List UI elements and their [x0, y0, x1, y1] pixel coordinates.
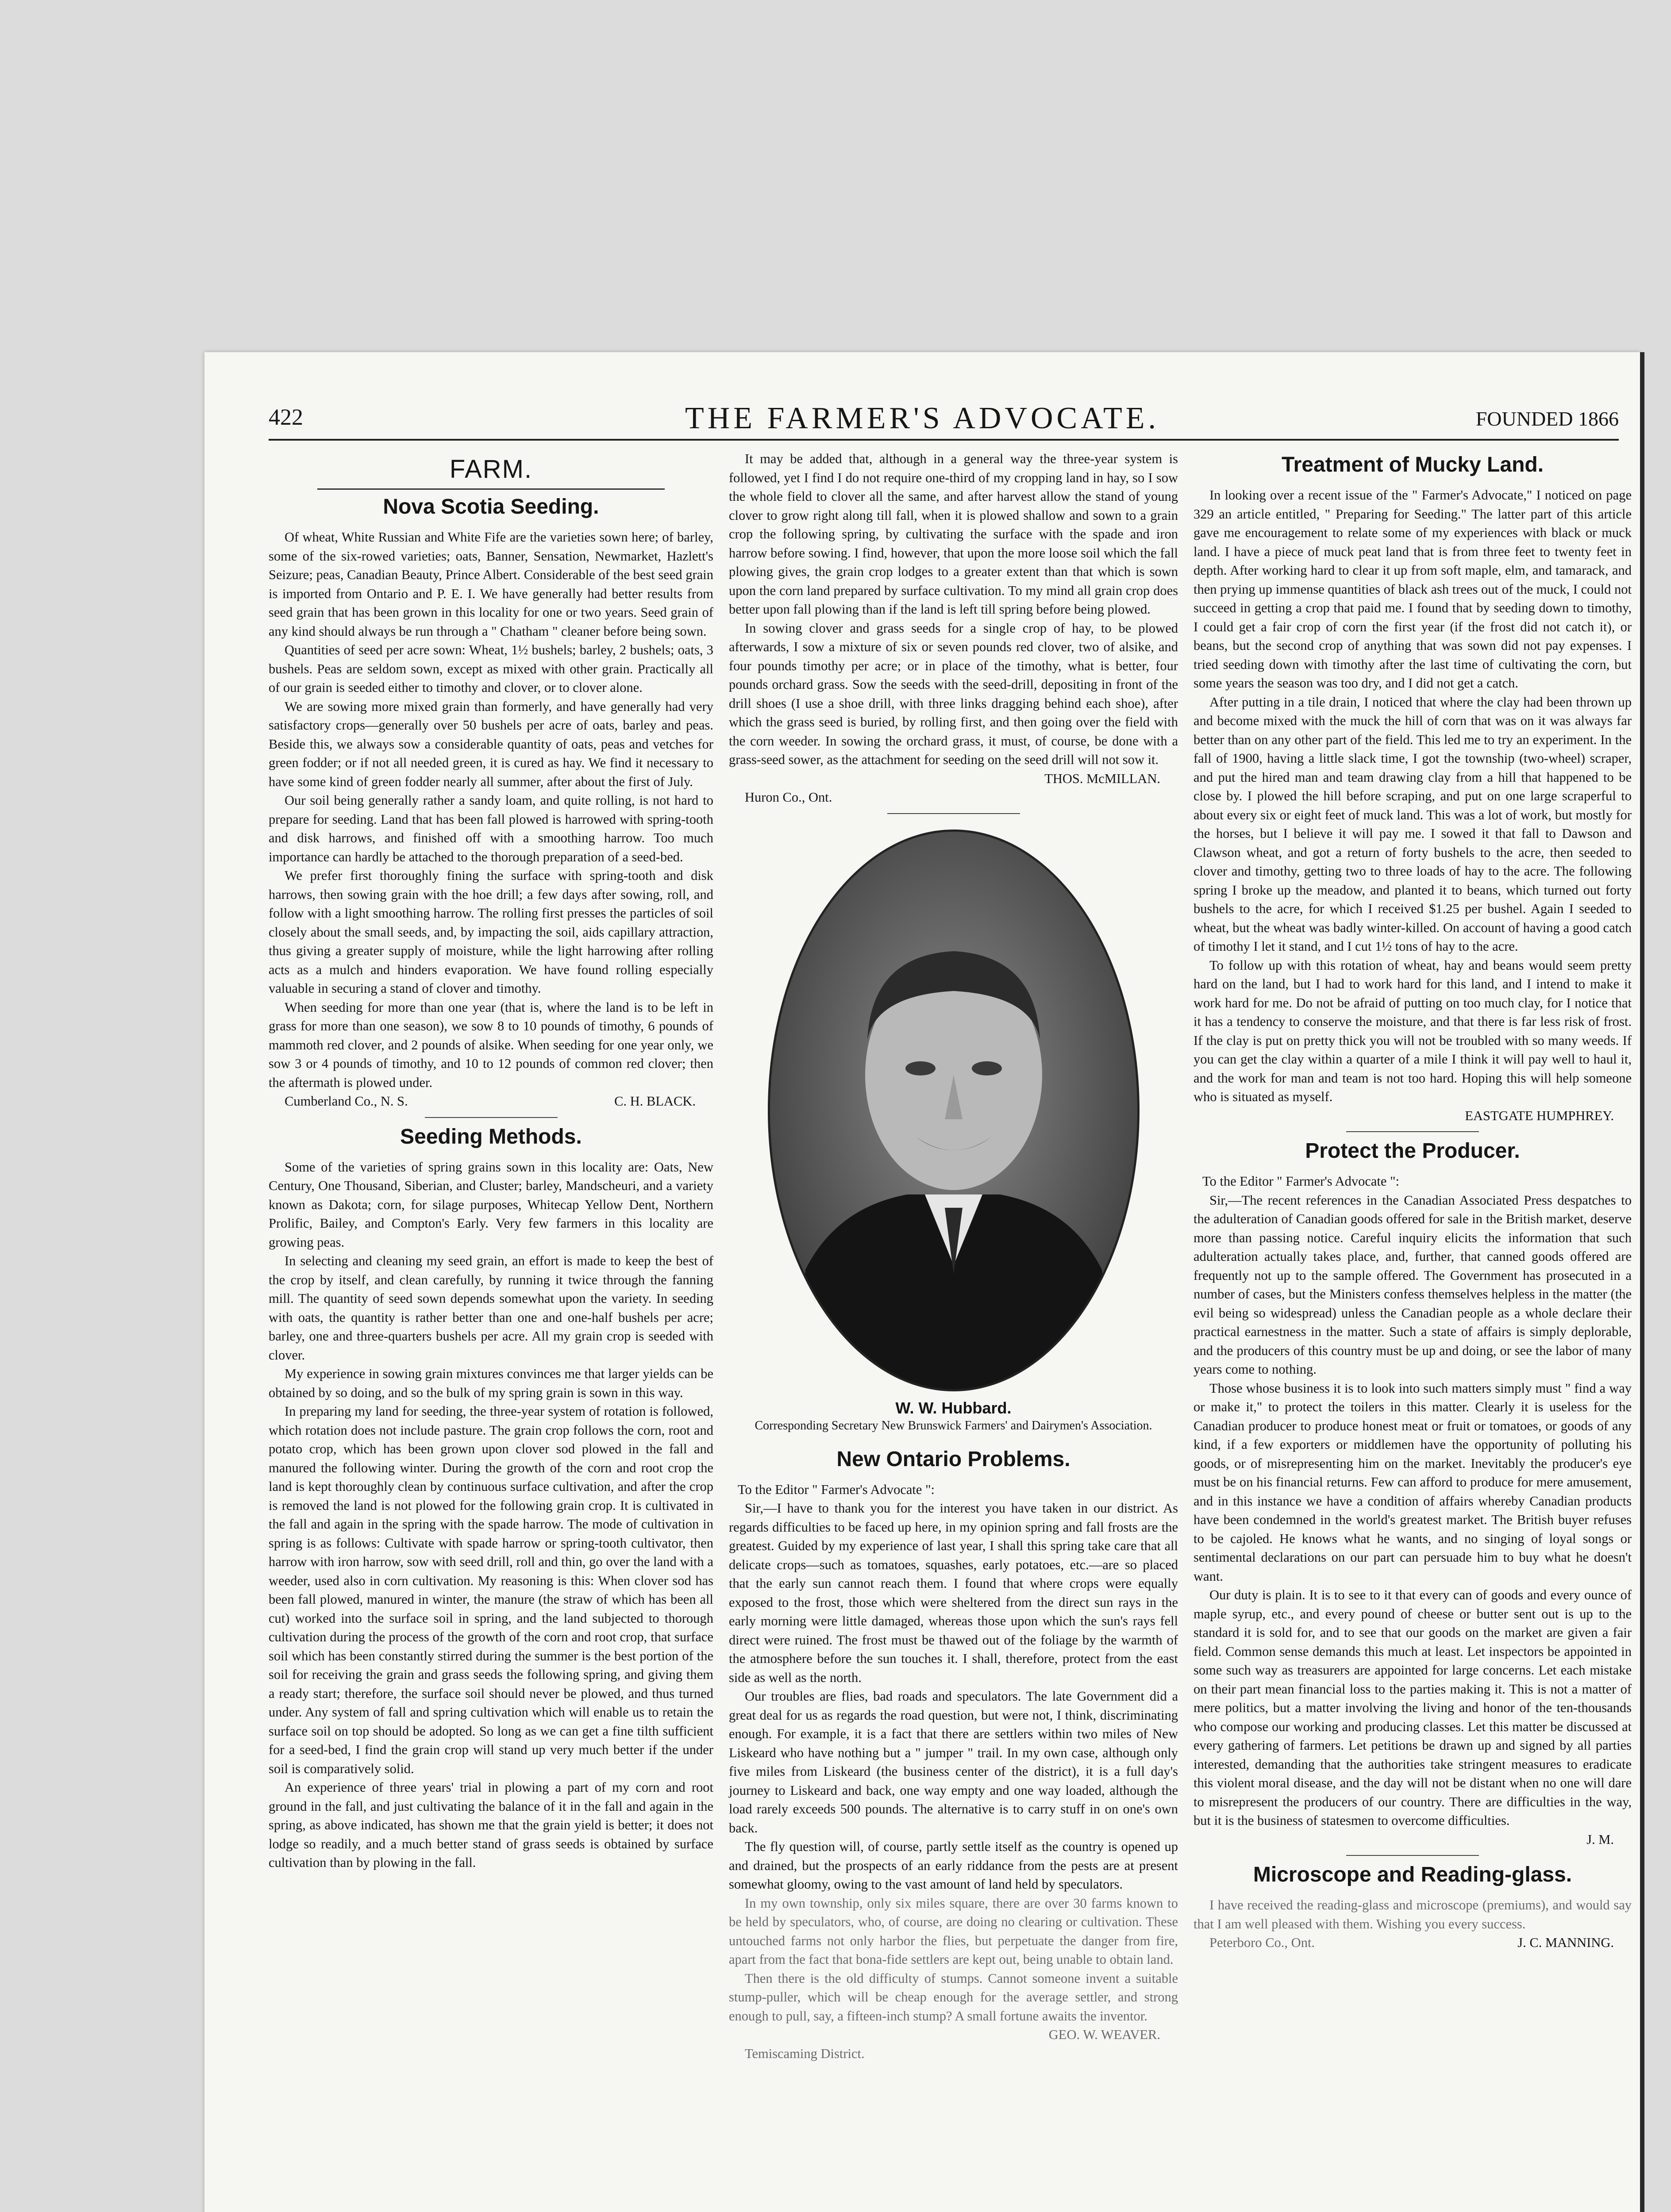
newspaper-page	[204, 352, 1640, 2212]
column-1	[269, 449, 713, 1872]
divider	[1346, 1131, 1479, 1132]
divider	[425, 1117, 558, 1118]
paragraph: Some of the varieties of spring grains sown in this locality are: Oats, New Century, One Thousand, Siberian, and Cluster; barley, Mandscheuri, and a variety known as Dakota; corn, for silage purposes, Whitecap Yellow Dent, Northern Prolific, Bailey, and Compton's Early. Very few farmers in this locality are growing peas.	[269, 1159, 713, 1250]
portrait-caption: Corresponding Secretary New Brunswick Farmers' and Dairymen's Association.	[755, 1418, 1152, 1432]
paragraph: Of wheat, White Russian and White Fife are the varieties sown here; of barley, some of the six-rowed varieties; oats, Banner, Sensation, Newmarket, Hazlett's Seizure; peas, Canadian Beauty, Prince Albert. Considerable of the best seed grain is imported from Ontario and P. E. I. We have generally had better results from seed grain that has been grown in this locality for one or two years. Seed grain of any kind should always be run through a " Chatham " cleaner before being sown.	[269, 530, 713, 639]
article-title-protect-producer: Protect the Producer.	[1305, 1139, 1520, 1163]
paragraph: To follow up with this rotation of wheat, hay and beans would seem pretty hard on the land, but I had to work hard for this land, and I intend to make it work hard for me. Do not be afraid of putting on too much clay, for I notice that it has a tendency to conserve the moisture, and that there is far less risk of frost. If the clay is put on pretty thick you will not be troubled with so many weeds. If you can get the clay within a quarter of a mile I think it will pay well to haul it, and the work for man and team is not too hard. Hoping this will help someone who is situated as myself.	[1194, 957, 1632, 1104]
paragraph: Quantities of seed per acre sown: Wheat, 1½ bushels; barley, 2 bushels; oats, 3 bushels. Peas are seldom sown, except as mixed with other grain. Practically all of our grain is seeded either to timothy and clover, or to clover alone.	[269, 642, 713, 695]
header-rule	[269, 439, 1619, 441]
paragraph: Sir,—The recent references in the Canadian Associated Press despatches to the adulteration of Canadian goods offered for sale in the British market, deserve more than passing notice. Careful inquiry elicits the information that such adulteration actually takes place, and, further, that canned goods offered are frequently not up to the sample offered. The Government has prosecuted in a number of cases, but the Ministers confess themselves helpless in the matter (the evil being so widespread) unless the Canadian people as a whole declare their practical earnestness in the matter. Such a state of affairs is simply deplorable, and the producers of this country must be up and doing, or see the labor of many years come to nothing.	[1194, 1192, 1632, 1377]
section-heading-farm: FARM.	[449, 455, 533, 484]
column-2	[729, 449, 1178, 2063]
author-place: Huron Co., Ont.	[745, 790, 832, 805]
column-3	[1194, 449, 1632, 1952]
page-number: 422	[269, 405, 303, 430]
article-title-mucky-land: Treatment of Mucky Land.	[1281, 453, 1544, 476]
divider	[1346, 1855, 1479, 1856]
paragraph: My experience in sowing grain mixtures convinces me that larger yields can be obtained by so doing, and so the bulk of my spring grain is sown in this way.	[269, 1366, 713, 1400]
author-place: Temiscaming District.	[745, 2046, 865, 2061]
author-place: Peterboro Co., Ont.	[1209, 1935, 1315, 1950]
paragraph: An experience of three years' trial in plowing a part of my corn and root ground in the fall, and just cultivating the balance of it in the fall and again in the spring, as above indicated, has shown me that the grain yield is better; it does not lodge so readily, and a much better stand of grass seeds is obtained by surface cultivation than by plowing in the fall.	[269, 1780, 713, 1870]
paragraph: In my own township, only six miles square, there are over 30 farms known to be held by speculators, who, of course, are doing no clearing or cultivation. These untouched farms not only harbor the flies, but perpetuate the danger from fire, apart from the fact that bona-fide settlers are kept out, being unable to obtain land.	[729, 1895, 1178, 1967]
divider	[887, 813, 1020, 814]
paragraph: Our duty is plain. It is to see to it that every can of goods and every ounce of maple syrup, etc., and every pound of cheese or butter sent out is up to the standard it is sold for, and to see that our goods on the market are given a fair field. Common sense demands this much at least. Let inspectors be appointed in some such way as treasurers are appointed for large concerns. Let each mistake on their part mean financial loss to the parties making it. This is not a matter of mere politics, but a matter involving the living and honor of the ten-thousands who compose our working and producing classes. Let this matter be discussed at every gathering of farmers. Let petitions be drawn up and signed by all parties interested, demanding that the authorities take stringent measures to eradicate this violent moral disease, and the day will not be distant when no one will dare to misrepresent the producers of our country. There are difficulties in the way, but it is the business of statesmen to overcome difficulties.	[1194, 1587, 1632, 1828]
article-title-microscope: Microscope and Reading-glass.	[1253, 1863, 1572, 1886]
paragraph: The fly question will, of course, partly settle itself as the country is opened up and drained, but the prospects of an early riddance from the pests are at present somewhat gloomy, owing to the vast amount of land held by speculators.	[729, 1839, 1178, 1892]
paragraph: In selecting and cleaning my seed grain, an effort is made to keep the best of the crop by itself, and clean carefully, by running it twice through the fanning mill. The quantity of seed sown depends somewhat upon the variety. In seeding with oats, the quantity is rather better than one and one-half bushels per acre; barley, one and three-quarters bushels per acre. All my grain crop is seeded with clover.	[269, 1253, 713, 1363]
author-name: GEO. W. WEAVER.	[1048, 2027, 1160, 2042]
paragraph: After putting in a tile drain, I noticed that where the clay had been thrown up and become mixed with the muck the hill of corn that was on it was always far better than on any other part of the field. This led me to try an experiment. In the fall of 1900, having a little slack time, I got the township (two-wheel) scraper, and put the hired man and team drawing clay from a hill that happened to be close by. I plowed the hill before scraping, and put on one large scraperful to about every six or eight feet of muck land. This was a lot of work, but mostly for the horses, but I believe it will pay me. I sowed it that fall to Dawson and Clawson wheat, and got a return of forty bushels to the acre, then seeded to clover and timothy, getting two to three loads of hay to the acre. The following spring I broke up the meadow, and planted it to beans, which turned out forty bushels to the acre, for which I received $1.25 per bushel. Again I seeded to wheat, but the wheat was badly winter-killed. On account of having a good catch of timothy I let it stand, and I cut 1½ tons of hay to the acre.	[1194, 694, 1632, 954]
signature-line	[269, 1092, 713, 1111]
page-edge-shadow	[1640, 352, 1644, 2212]
article-title-nova-scotia: Nova Scotia Seeding.	[383, 495, 599, 518]
heading-rule	[317, 488, 665, 490]
author-name: C. H. BLACK.	[614, 1094, 696, 1109]
portrait-name: W. W. Hubbard.	[895, 1398, 1012, 1417]
portrait-photo	[766, 827, 1142, 1394]
masthead: THE FARMER'S ADVOCATE.	[685, 401, 1160, 435]
founded-line: FOUNDED 1866	[1475, 407, 1619, 430]
salutation: To the Editor " Farmer's Advocate ":	[1202, 1174, 1399, 1189]
paragraph: In preparing my land for seeding, the three-year system of rotation is followed, which rotation does not include pasture. The grain crop follows the corn, root and potato crop, which has been grown upon clover sod plowed in the fall and manured the following winter. During the growth of the corn and root crop the land is kept thoroughly clean by continuous surface cultivation, and after the crop is removed the land is not plowed for the following grain crop. It is cultivated in the fall and again in the spring with the spade harrow. The mode of cultivation in spring is as follows: Cultivate with spade harrow or spring-tooth cultivator, then harrow with iron harrow, sow with seed drill, roll and thin, go over the land with a weeder, used also in corn cultivation. My reasoning is this: When clover sod has been fall plowed, manured in winter, the manure (the straw of which has been all cut) worked into the surface soil in spring, and the land subjected to thorough cultivation during the process of the growth of the corn and root crop, that surface soil which has been constantly stirred during the summer is the best portion of the soil for receiving the grain and grass seeds the following spring, and giving them a ready start; therefore, the surface soil should never be plowed, and thus turned under. Any system of fall and spring cultivation which will enable us to retain the surface soil on top should be adopted. So long as we can get a fine tilth sufficient for a seed-bed, I find the grain crop will stand up very much better if the under soil is comparatively solid.	[269, 1404, 713, 1776]
paragraph: We are sowing more mixed grain than formerly, and have generally had very satisfactory crops—generally over 50 bushels per acre of oats, barley and peas. Beside this, we always sow a considerable quantity of oats, peas and vetches for green fodder; or if not all needed green, it is cured as hay. We find it necessary to have some kind of green fodder nearly all summer, after about the first of July.	[269, 699, 713, 789]
paragraph: In sowing clover and grass seeds for a single crop of hay, to be plowed afterwards, I sow a mixture of six or seven pounds red clover, two of alsike, and four pounds timothy per acre; or in place of the timothy, what is better, four pounds orchard grass. Sow the seeds with the seed-drill, depositing in front of the drill shoes (I use a shoe drill, with three links dragging behind each shoe), after which the grass seed is buried, by rolling first, and then going over the field with the corn weeder. In sowing the orchard grass, it must, of course, be done with a grass-seed sower, as the attachment for seeding on the seed drill will not sow it.	[729, 620, 1178, 767]
author-name: EASTGATE HUMPHREY.	[1465, 1108, 1614, 1123]
paragraph: Then there is the old difficulty of stumps. Cannot someone invent a suitable stump-puller, which will be cheap enough for the average settler, and strong enough to pull, say, a fifteen-inch stump? A small fortune awaits the inventor.	[729, 1970, 1178, 2024]
paragraph: We prefer first thoroughly fining the surface with spring-tooth and disk harrows, then sowing grain with the hoe drill; a few days after sowing, roll, and follow with a light smoothing harrow. The rolling first presses the particles of soil closely about the small seeds, and, by impacting the soil, aids capillary attraction, thus giving a greater supply of moisture, while the light harrowing after rolling acts as a mulch and hinders evaporation. We have found rolling especially valuable in securing a stand of clover and timothy.	[269, 868, 713, 996]
author-name: J. M.	[1586, 1832, 1614, 1847]
author-place: Cumberland Co., N. S.	[285, 1094, 408, 1109]
paragraph: Sir,—I have to thank you for the interest you have taken in our district. As regards difficulties to be faced up here, in my opinion spring and fall frosts are the greatest. Guided by my experience of last year, I shall this spring take care that all delicate crops—such as tomatoes, squashes, early potatoes, etc.—are so placed that the early sun cannot reach them. I found that where crops were equally exposed to the frost, those which were sheltered from the direct sun rays in the early morning were little damaged, whereas those upon which the sun's rays fell direct were ruined. The frost must be thawed out of the foliage by the warmth of the atmosphere before the sun touches it. I shall, therefore, protect from the east side as well as the north.	[729, 1501, 1178, 1685]
signature-line	[1194, 1933, 1632, 1952]
paragraph: I have received the reading-glass and microscope (premiums), and would say that I am well pleased with them. Wishing you every success.	[1194, 1897, 1632, 1932]
article-title-new-ontario: New Ontario Problems.	[836, 1447, 1070, 1471]
paragraph: When seeding for more than one year (that is, where the land is to be left in grass for more than one season), we sow 8 to 10 pounds of timothy, 6 pounds of mammoth red clover, and 2 pounds of alsike. When seeding for one year only, we sow 3 or 4 pounds of timothy, and 10 to 12 pounds of common red clover; then the aftermath is plowed under.	[269, 999, 713, 1090]
salutation: To the Editor " Farmer's Advocate ":	[738, 1482, 935, 1497]
author-name: THOS. McMILLAN.	[1044, 771, 1160, 786]
paragraph: Our soil being generally rather a sandy loam, and quite rolling, is not hard to prepare for seeding. Land that has been fall plowed is harrowed with spring-tooth and disk harrows, and finished off with a smoothing harrow. Too much importance can hardly be attached to the thorough preparation of a seed-bed.	[269, 793, 713, 864]
paragraph: Those whose business it is to look into such matters simply must " find a way or make it," to protect the toilers in this matter. Clearly it is useless for the Canadian producer to produce honest meat or fruit or tomatoes, or goods of any kind, if a few exporters or middlemen have the opportunity of polluting his goods, or of misrepresenting him on the market. Inevitably the producer's eye must be on his financial returns. Few can afford to produce for mere amusement, and in this instance we have a condition of affairs whereby Canadian products have been condemned in the world's greatest market. The British buyer refuses to be cajoled. He knows what he wants, and no singing of loyal songs or sentimental declarations on our part can persuade him to buy what he doesn't want.	[1194, 1380, 1632, 1584]
article-title-seeding-methods: Seeding Methods.	[400, 1125, 582, 1148]
portrait-image	[766, 827, 1142, 1394]
author-name: J. C. MANNING.	[1517, 1935, 1614, 1950]
paragraph: In looking over a recent issue of the " Farmer's Advocate," I noticed on page 329 an article entitled, " Preparing for Seeding." The latter part of this article gave me encouragement to relate some of my experiences with black or muck land. I have a piece of muck peat land that is from three feet to twenty feet in depth. After working hard to clear it up from soft maple, elm, and tamarack, and then prying up immense quantities of black ash trees out of the muck, I could not succeed in getting a crop that paid me. I found that by seeding down to timothy, I could get a fair crop of corn the first year (if the frost did not catch it), or beans, but the second crop of anything that was sown did not pay expenses. I tried seeding down with timothy after the last time of cultivating the corn, but some years the season was too dry, and I did not get a catch.	[1194, 488, 1632, 691]
paragraph: Our troubles are flies, bad roads and speculators. The late Government did a great deal for us as regards the road question, but were not, I think, discriminating enough. For example, it is a fact that there are settlers within two miles of New Liskeard who have nothing but a " jumper " trail. In my own case, although only five miles from Liskeard (the business center of the district), it is a full day's journey to Liskeard and back, one way empty and one way loaded, although the load rarely exceeds 500 pounds. The alternative is to carry stuff in on one's own back.	[729, 1689, 1178, 1836]
paragraph: It may be added that, although in a general way the three-year system is followed, yet I find I do not require one-third of my cropping land in hay, so I sow the whole field to clover all the same, and after harvest allow the stand of young clover to grow right along till fall, when it is plowed shallow and sown to a grain crop the following spring, by cultivating the surface with the spade and iron harrow before sowing. I find, however, that upon the more loose soil which the fall plowing gives, the grain crop lodges to a greater extent than that which is sown upon the corn land prepared by surface cultivation. To my mind all grain crop does better upon fall plowing than if the land is left till spring before being plowed.	[729, 451, 1178, 617]
